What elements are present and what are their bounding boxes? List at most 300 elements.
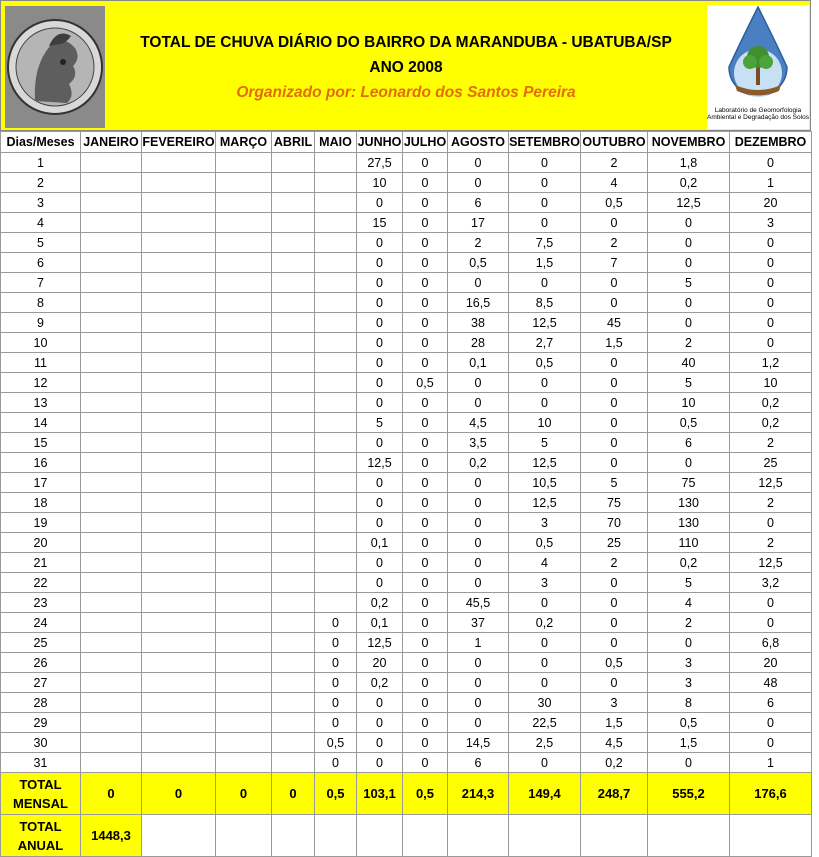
day-number-cell: 6 (1, 253, 81, 273)
rainfall-cell: 0 (315, 673, 357, 693)
rainfall-cell: 0 (403, 193, 448, 213)
rainfall-cell (142, 533, 216, 553)
rainfall-cell: 3 (509, 573, 581, 593)
day-number-cell: 16 (1, 453, 81, 473)
rainfall-cell: 0 (509, 193, 581, 213)
rainfall-cell (272, 733, 315, 753)
rainfall-cell: 0 (509, 593, 581, 613)
rainfall-cell: 0 (403, 233, 448, 253)
rainfall-cell: 0 (648, 213, 730, 233)
rainfall-cell (142, 753, 216, 773)
rainfall-cell: 0 (581, 453, 648, 473)
monthly-total-cell: 0 (272, 773, 315, 815)
rainfall-cell (272, 613, 315, 633)
rainfall-cell (216, 453, 272, 473)
rainfall-cell (272, 553, 315, 573)
rainfall-cell (81, 633, 142, 653)
rainfall-cell (272, 333, 315, 353)
rainfall-cell (272, 253, 315, 273)
rainfall-cell (315, 333, 357, 353)
rainfall-cell (216, 293, 272, 313)
rainfall-cell: 12,5 (509, 493, 581, 513)
rainfall-cell (142, 593, 216, 613)
rainfall-cell (216, 153, 272, 173)
rainfall-cell: 12,5 (509, 453, 581, 473)
rainfall-cell (216, 213, 272, 233)
day-number-cell: 25 (1, 633, 81, 653)
rainfall-cell: 0 (403, 613, 448, 633)
rainfall-cell: 3,5 (448, 433, 509, 453)
rainfall-cell (216, 473, 272, 493)
report-title: TOTAL DE CHUVA DIÁRIO DO BAIRRO DA MARANDUBA - UBATUBA/SP (140, 34, 672, 51)
rainfall-cell (81, 433, 142, 453)
rainfall-cell: 0 (357, 233, 403, 253)
rainfall-cell: 0 (509, 373, 581, 393)
rainfall-cell: 0 (403, 553, 448, 573)
rainfall-cell: 0,2 (357, 593, 403, 613)
rainfall-cell (81, 373, 142, 393)
rainfall-cell: 0 (315, 713, 357, 733)
rainfall-cell: 0 (448, 693, 509, 713)
rainfall-cell: 0 (403, 753, 448, 773)
rainfall-cell: 2,5 (509, 733, 581, 753)
day-number-cell: 28 (1, 693, 81, 713)
rainfall-cell: 8 (648, 693, 730, 713)
rainfall-cell (315, 413, 357, 433)
month-header: DEZEMBRO (730, 132, 812, 153)
rainfall-cell: 0 (648, 313, 730, 333)
day-number-cell: 19 (1, 513, 81, 533)
rainfall-cell: 0 (730, 613, 812, 633)
annual-total-value: 1448,3 (81, 815, 142, 857)
rainfall-cell: 0 (448, 533, 509, 553)
table-row (1, 693, 812, 713)
rainfall-cell: 110 (648, 533, 730, 553)
rainfall-cell: 0 (403, 633, 448, 653)
rainfall-cell (142, 373, 216, 393)
rainfall-cell (81, 713, 142, 733)
rainfall-cell: 0 (315, 613, 357, 633)
rainfall-cell: 0 (448, 393, 509, 413)
rainfall-cell: 12,5 (730, 553, 812, 573)
day-number-cell: 15 (1, 433, 81, 453)
monthly-total-row (1, 773, 812, 815)
rainfall-cell: 70 (581, 513, 648, 533)
rainfall-cell: 2,7 (509, 333, 581, 353)
rainfall-cell: 0 (509, 213, 581, 233)
rainfall-cell (142, 393, 216, 413)
rainfall-cell: 10 (730, 373, 812, 393)
rainfall-cell: 1,5 (581, 333, 648, 353)
rainfall-cell: 1,5 (648, 733, 730, 753)
rainfall-cell (216, 433, 272, 453)
rainfall-cell: 48 (730, 673, 812, 693)
table-row (1, 573, 812, 593)
rainfall-cell: 0,5 (509, 533, 581, 553)
month-header: MARÇO (216, 132, 272, 153)
rainfall-cell (315, 153, 357, 173)
rainfall-cell: 0 (648, 753, 730, 773)
rainfall-cell: 45,5 (448, 593, 509, 613)
university-seal-logo (5, 6, 105, 128)
rainfall-cell: 0,5 (581, 653, 648, 673)
rainfall-cell (142, 153, 216, 173)
rainfall-cell (216, 313, 272, 333)
day-number-cell: 1 (1, 153, 81, 173)
rainfall-cell: 3 (581, 693, 648, 713)
empty-cell (142, 815, 216, 857)
rainfall-cell: 38 (448, 313, 509, 333)
day-number-cell: 7 (1, 273, 81, 293)
rainfall-cell: 0 (448, 273, 509, 293)
rainfall-cell (81, 693, 142, 713)
monthly-total-cell: 176,6 (730, 773, 812, 815)
month-header: OUTUBRO (581, 132, 648, 153)
rainfall-cell (142, 313, 216, 333)
rainfall-cell: 2 (648, 613, 730, 633)
rainfall-cell: 0 (581, 633, 648, 653)
month-header: SETEMBRO (509, 132, 581, 153)
rainfall-cell: 14,5 (448, 733, 509, 753)
rainfall-cell: 4,5 (448, 413, 509, 433)
rainfall-cell: 0,5 (509, 353, 581, 373)
rainfall-cell (315, 593, 357, 613)
rainfall-cell: 2 (730, 533, 812, 553)
rainfall-cell (81, 593, 142, 613)
rainfall-cell: 7,5 (509, 233, 581, 253)
rainfall-cell (142, 413, 216, 433)
organizer-credit: Organizado por: Leonardo dos Santos Pereira (236, 84, 576, 101)
rainfall-cell: 0 (509, 273, 581, 293)
rainfall-cell: 0 (581, 273, 648, 293)
table-row (1, 453, 812, 473)
rainfall-cell: 0 (448, 553, 509, 573)
rainfall-cell: 12,5 (648, 193, 730, 213)
rainfall-cell: 0 (730, 713, 812, 733)
rainfall-cell (216, 173, 272, 193)
rainfall-cell: 5 (357, 413, 403, 433)
rainfall-cell (216, 493, 272, 513)
table-row (1, 753, 812, 773)
empty-cell (730, 815, 812, 857)
table-row (1, 713, 812, 733)
rainfall-cell: 6 (448, 753, 509, 773)
rainfall-cell (81, 273, 142, 293)
monthly-total-cell: 214,3 (448, 773, 509, 815)
rainfall-cell (81, 333, 142, 353)
empty-cell (315, 815, 357, 857)
rainfall-cell (81, 293, 142, 313)
rainfall-cell (81, 173, 142, 193)
rainfall-cell (142, 573, 216, 593)
rainfall-cell (142, 353, 216, 373)
rainfall-cell (81, 213, 142, 233)
day-number-cell: 3 (1, 193, 81, 213)
rainfall-cell (315, 273, 357, 293)
table-row (1, 673, 812, 693)
rainfall-cell: 3,2 (730, 573, 812, 593)
table-row (1, 393, 812, 413)
rainfall-cell (81, 513, 142, 533)
rainfall-cell (315, 473, 357, 493)
rainfall-cell: 75 (648, 473, 730, 493)
rainfall-cell (142, 453, 216, 473)
rainfall-cell: 0,2 (509, 613, 581, 633)
rainfall-cell (315, 393, 357, 413)
rainfall-cell: 1 (448, 633, 509, 653)
rainfall-cell: 0 (315, 693, 357, 713)
rainfall-cell: 2 (648, 333, 730, 353)
table-row (1, 253, 812, 273)
rainfall-cell: 0 (403, 153, 448, 173)
rainfall-cell: 6,8 (730, 633, 812, 653)
rainfall-cell (272, 413, 315, 433)
rainfall-cell (216, 593, 272, 613)
rainfall-cell: 1 (730, 753, 812, 773)
rainfall-cell: 28 (448, 333, 509, 353)
day-number-cell: 26 (1, 653, 81, 673)
rainfall-cell (81, 493, 142, 513)
rainfall-cell (81, 233, 142, 253)
rainfall-cell: 0,2 (581, 753, 648, 773)
rainfall-cell: 5 (581, 473, 648, 493)
lab-caption: Laboratório de Geomorfologia Ambiental e Degradação dos Solos (707, 107, 809, 121)
table-row (1, 293, 812, 313)
rainfall-cell: 5 (648, 273, 730, 293)
rainfall-cell: 0 (509, 753, 581, 773)
rainfall-cell: 0,1 (357, 533, 403, 553)
month-header: JULHO (403, 132, 448, 153)
rainfall-cell: 130 (648, 513, 730, 533)
rainfall-cell (315, 173, 357, 193)
rainfall-cell (216, 753, 272, 773)
rainfall-cell: 20 (730, 653, 812, 673)
rainfall-cell (315, 253, 357, 273)
rainfall-cell (272, 193, 315, 213)
rainfall-cell (315, 293, 357, 313)
rainfall-cell (216, 673, 272, 693)
rainfall-cell: 0 (357, 513, 403, 533)
rainfall-cell (216, 373, 272, 393)
rainfall-cell: 0 (357, 553, 403, 573)
monthly-total-cell: 0,5 (403, 773, 448, 815)
day-number-cell: 12 (1, 373, 81, 393)
annual-total-row (1, 815, 812, 857)
month-header: FEVEREIRO (142, 132, 216, 153)
rainfall-cell: 0 (403, 393, 448, 413)
rainfall-cell: 1,2 (730, 353, 812, 373)
corner-header: Dias/Meses (1, 132, 81, 153)
day-number-cell: 30 (1, 733, 81, 753)
rainfall-cell (81, 753, 142, 773)
rainfall-cell: 0 (509, 153, 581, 173)
rainfall-cell: 1,8 (648, 153, 730, 173)
rainfall-cell: 0 (403, 513, 448, 533)
rainfall-cell: 2 (581, 233, 648, 253)
rainfall-cell (315, 433, 357, 453)
rainfall-cell: 0 (315, 653, 357, 673)
rainfall-cell: 0 (357, 713, 403, 733)
rainfall-cell (81, 253, 142, 273)
rainfall-cell (272, 753, 315, 773)
table-row (1, 353, 812, 373)
table-row (1, 273, 812, 293)
rainfall-cell: 0,2 (448, 453, 509, 473)
annual-total-label: TOTAL ANUAL (1, 815, 81, 857)
rainfall-cell (216, 713, 272, 733)
rainfall-cell (216, 533, 272, 553)
rainfall-cell (315, 573, 357, 593)
rainfall-cell (142, 613, 216, 633)
monthly-total-cell: 555,2 (648, 773, 730, 815)
rainfall-cell: 0 (648, 293, 730, 313)
rainfall-cell: 0 (509, 653, 581, 673)
rainfall-cell: 0,5 (581, 193, 648, 213)
rainfall-cell (81, 313, 142, 333)
rainfall-cell: 1,5 (509, 253, 581, 273)
rainfall-cell: 0 (448, 673, 509, 693)
rainfall-cell: 0 (730, 253, 812, 273)
rainfall-cell: 0 (315, 753, 357, 773)
day-number-cell: 11 (1, 353, 81, 373)
rainfall-cell (81, 453, 142, 473)
rainfall-cell (81, 153, 142, 173)
table-row (1, 553, 812, 573)
month-header: MAIO (315, 132, 357, 153)
table-row (1, 213, 812, 233)
rainfall-cell: 0 (403, 413, 448, 433)
rainfall-cell (216, 333, 272, 353)
rainfall-cell: 0 (357, 313, 403, 333)
rainfall-cell (272, 293, 315, 313)
rainfall-cell (81, 673, 142, 693)
rainfall-cell (81, 553, 142, 573)
rainfall-cell (315, 313, 357, 333)
day-number-cell: 31 (1, 753, 81, 773)
rainfall-cell (142, 713, 216, 733)
rainfall-cell: 0 (403, 253, 448, 273)
rainfall-cell (142, 173, 216, 193)
rainfall-cell (315, 373, 357, 393)
rainfall-cell: 0 (403, 493, 448, 513)
rainfall-cell (216, 353, 272, 373)
rainfall-cell (81, 393, 142, 413)
rainfall-cell (272, 633, 315, 653)
rainfall-cell: 0 (581, 433, 648, 453)
rainfall-cell (272, 713, 315, 733)
day-number-cell: 13 (1, 393, 81, 413)
rainfall-cell: 0 (730, 513, 812, 533)
rainfall-cell (81, 193, 142, 213)
rainfall-cell: 0,5 (448, 253, 509, 273)
rainfall-cell (315, 213, 357, 233)
day-number-cell: 9 (1, 313, 81, 333)
rainfall-cell: 0,1 (448, 353, 509, 373)
table-row (1, 493, 812, 513)
rainfall-cell: 75 (581, 493, 648, 513)
rainfall-cell: 0 (357, 573, 403, 593)
rainfall-cell: 0,2 (648, 553, 730, 573)
rainfall-cell (81, 573, 142, 593)
rainfall-cell (216, 193, 272, 213)
rainfall-cell: 0 (581, 393, 648, 413)
rainfall-cell: 10 (357, 173, 403, 193)
rainfall-cell: 0,2 (648, 173, 730, 193)
empty-cell (272, 815, 315, 857)
month-header: AGOSTO (448, 132, 509, 153)
rainfall-cell: 0 (357, 433, 403, 453)
rainfall-cell (81, 733, 142, 753)
rainfall-cell: 12,5 (357, 453, 403, 473)
rainfall-cell: 0 (581, 573, 648, 593)
rainfall-cell: 25 (730, 453, 812, 473)
rainfall-cell (142, 693, 216, 713)
rainfall-cell: 4 (648, 593, 730, 613)
rainfall-cell (216, 233, 272, 253)
rainfall-cell: 2 (581, 553, 648, 573)
rainfall-cell: 0 (730, 273, 812, 293)
rainfall-cell: 0 (357, 693, 403, 713)
rainfall-cell: 0 (730, 333, 812, 353)
rainfall-cell: 0 (403, 713, 448, 733)
rainfall-cell: 0,2 (730, 393, 812, 413)
rainfall-cell (315, 233, 357, 253)
month-header: JANEIRO (81, 132, 142, 153)
rainfall-cell: 0 (403, 533, 448, 553)
rainfall-cell (216, 693, 272, 713)
rainfall-cell: 0 (730, 593, 812, 613)
rainfall-cell (272, 273, 315, 293)
rainfall-cell (272, 313, 315, 333)
empty-cell (448, 815, 509, 857)
rainfall-cell (142, 493, 216, 513)
rainfall-cell (272, 153, 315, 173)
rainfall-cell: 10,5 (509, 473, 581, 493)
rainfall-cell (81, 473, 142, 493)
rainfall-cell: 0 (357, 273, 403, 293)
rainfall-cell: 6 (648, 433, 730, 453)
rainfall-cell (315, 493, 357, 513)
rainfall-cell: 0 (403, 653, 448, 673)
table-row (1, 193, 812, 213)
rainfall-cell: 4,5 (581, 733, 648, 753)
rainfall-cell (216, 273, 272, 293)
rainfall-cell: 0 (448, 493, 509, 513)
rainfall-cell (142, 633, 216, 653)
rainfall-table (0, 131, 812, 857)
rainfall-cell: 3 (730, 213, 812, 233)
rainfall-cell: 0,2 (357, 673, 403, 693)
rainfall-cell: 0 (448, 473, 509, 493)
rainfall-cell: 0 (403, 453, 448, 473)
rainfall-cell: 0 (403, 213, 448, 233)
rainfall-cell: 0 (403, 693, 448, 713)
rainfall-cell (272, 673, 315, 693)
monthly-total-cell: 103,1 (357, 773, 403, 815)
empty-cell (648, 815, 730, 857)
report-year: ANO 2008 (369, 59, 443, 76)
rainfall-cell: 0 (403, 173, 448, 193)
day-number-cell: 17 (1, 473, 81, 493)
rainfall-cell: 0 (581, 213, 648, 233)
rainfall-cell: 5 (648, 573, 730, 593)
rainfall-cell: 0 (403, 353, 448, 373)
rainfall-cell: 0 (448, 573, 509, 593)
rainfall-cell (272, 473, 315, 493)
empty-cell (581, 815, 648, 857)
rainfall-cell: 27,5 (357, 153, 403, 173)
rainfall-cell (315, 353, 357, 373)
